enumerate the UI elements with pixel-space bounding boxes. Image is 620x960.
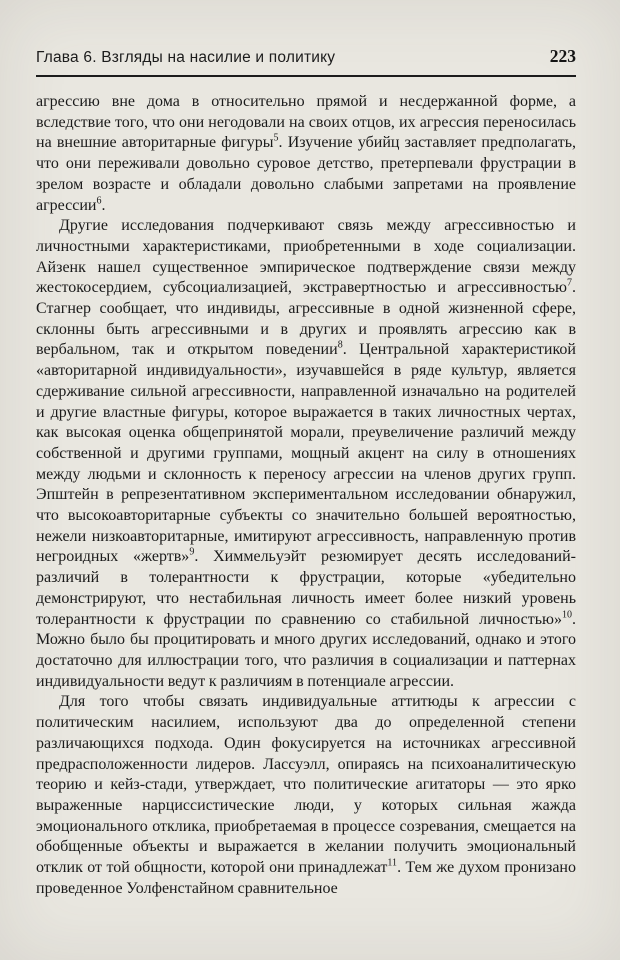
footnote-ref: 5 xyxy=(273,133,279,145)
paragraph: агрессию вне дома в относительно прямой и несдержанной форме, а вследствие того, что они негодовали на своих отцов, их агрессия переносилась на внешние авторитарные фигуры$^5$. Изучение убийц заставляет предполагать, что они переживали довольно суровое детство, претерпевали фрустрации в зрелом возрасте и обладали довольно слабыми запретами на проявление агрессии$^6$. xyxy=(36,93,576,214)
paragraph: Другие исследования подчеркивают связь между агрессивностью и личностными характеристиками, приобретенными в ходе социализации. Айзенк нашел существенное эмпирическое подтверждение связи между жестокосердием, субсоциализацией, экстравертностью и агрессивностью$^7$. Стагнер сообщает, что индивиды, агрессивные в одной жизненной сфере, склонны быть агрессивными и в других и проявлять агрессию как в вербальном, так и открытом поведении$^8$. Центральной характеристикой «авторитарной индивидуальности», изучавшейся в ряде культур, является сдерживание сильной агрессивности, направленной изначально на родителей и другие властные фигуры, которое выражается в таких личностных чертах, как высокая оценка общепринятой морали, преувеличение различий между собственной и другими группами, мощный акцент на силу в отношениях между людьми и склонность к переносу агрессии на членов других групп. Эпштейн в репрезентативном экспериментальном исследовании обнаружил, что высокоавторитарные субъекты со значительно большей вероятностью, нежели низкоавторитарные, имитируют агрессивность, направленную против негроидных «жертв»$^9$. Химмельуэйт резюмирует десять исследований-различий в толерантности к фрустрации, которые «убедительно демонстрируют, что нестабильная личность имеет более низкий уровень толерантности к фрустрации по сравнению со стабильной личностью»$^{10}$. Можно было бы процитировать и много других исследований, однако и этого достаточно для иллюстрации того, что различия в социализации и паттернах индивидуальности ведут к различиям в потенциале агрессии. xyxy=(36,217,576,690)
running-head xyxy=(36,46,576,67)
footnote-ref: 7 xyxy=(567,278,572,289)
footnote-ref: 6 xyxy=(96,195,102,207)
header-rule xyxy=(36,75,576,77)
footnote-ref: 11 xyxy=(387,857,398,869)
page-number: 223 xyxy=(549,46,576,66)
page-body xyxy=(36,92,576,899)
chapter-title: Глава 6. Взгляды на насилие и политику xyxy=(36,49,336,66)
footnote-ref: 8 xyxy=(337,340,343,352)
footnote-ref: 9 xyxy=(189,547,195,559)
paragraph: Для того чтобы связать индивидуальные аттитюды к агрессии с политическим насилием, используют два до определенной степени различающихся подхода. Один фокусируется на источниках агрессивной предрасположенности лидеров. Лассуэлл, опираясь на психоаналитическую теорию и кейз-стади, утверждает, что политические агитаторы — это ярко выраженные нарциссистические люди, у которых сильная жажда эмоционального отклика, приобретаемая в процессе созревания, смещается на обобщенные объекты и выражается в желании получить эмоциональный отклик от той общности, которой они принадлежат$^{11}$. Тем же духом пронизано проведенное Уолфенстайном сравнительное xyxy=(36,693,576,897)
footnote-ref: 10 xyxy=(562,609,572,621)
